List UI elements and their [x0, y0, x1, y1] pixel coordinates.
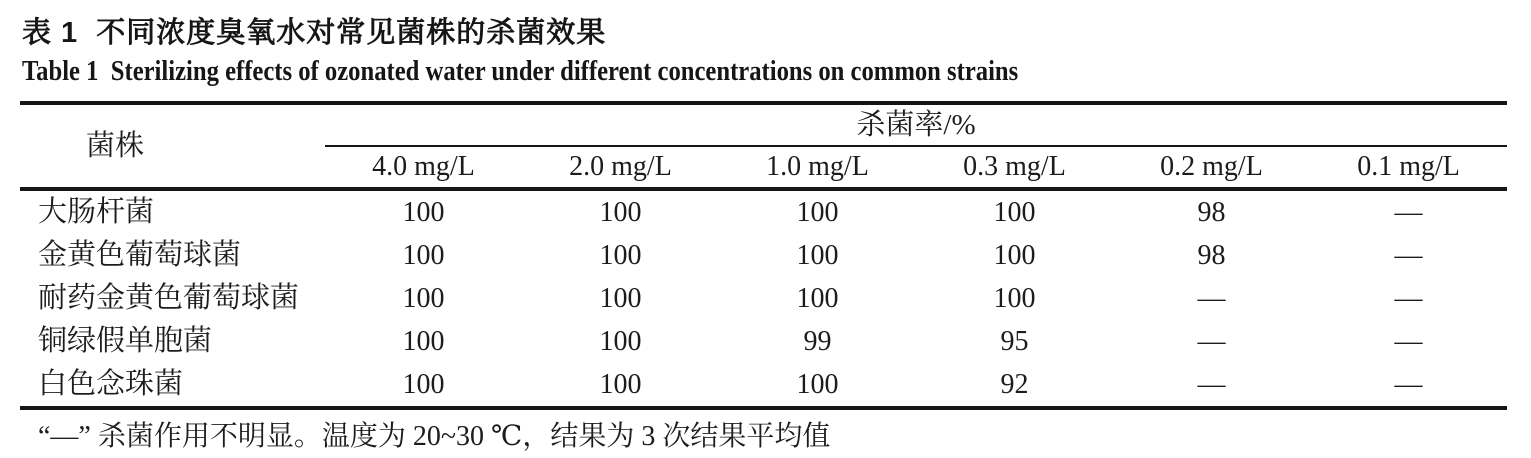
sterilizing-effects-table — [20, 101, 1507, 410]
kill-rate-value: 100 — [599, 196, 642, 228]
kill-rate-value: — — [1197, 282, 1226, 314]
kill-rate-value: 100 — [599, 239, 642, 271]
kill-rate-value: 100 — [402, 282, 445, 314]
kill-rate-value: — — [1394, 282, 1423, 314]
column-header-concentration-4.0: 4.0 mg/L — [325, 146, 522, 189]
column-header-concentration-2.0: 2.0 mg/L — [522, 146, 719, 189]
table-title-zh: 表 1 不同浓度臭氧水对常见菌株的杀菌效果 — [22, 17, 607, 49]
kill-rate-value: 100 — [993, 282, 1036, 314]
kill-rate-value: — — [1197, 368, 1226, 400]
table-title-en: Table 1 Sterilizing effects of ozonated water under different concentrations on common strains — [22, 56, 1019, 87]
column-header-concentration-0.3: 0.3 mg/L — [916, 146, 1113, 189]
strain-name: 铜绿假单胞菌 — [38, 325, 213, 357]
kill-rate-value: 100 — [402, 196, 445, 228]
kill-rate-value: 100 — [796, 239, 839, 271]
column-header-concentration-1.0: 1.0 mg/L — [719, 146, 916, 189]
kill-rate-value: — — [1197, 325, 1226, 357]
table-footnote: “—” 杀菌作用不明显。温度为 20~30 ℃，结果为 3 次结果平均值 — [38, 421, 831, 452]
table-row — [20, 363, 1507, 408]
kill-rate-value: 92 — [1000, 368, 1029, 400]
strain-name: 白色念珠菌 — [38, 368, 184, 400]
kill-rate-value: 100 — [402, 368, 445, 400]
kill-rate-value: — — [1394, 239, 1423, 271]
kill-rate-value: — — [1394, 368, 1423, 400]
column-header-concentration-0.1: 0.1 mg/L — [1310, 146, 1507, 189]
kill-rate-value: 100 — [402, 325, 445, 357]
kill-rate-value: 100 — [599, 325, 642, 357]
table-row — [20, 189, 1507, 234]
column-group-header-kill-rate: 杀菌率/% — [325, 103, 1507, 146]
strain-name: 耐药金黄色葡萄球菌 — [38, 282, 300, 314]
column-header-strain: 菌株 — [20, 103, 325, 189]
kill-rate-value: 100 — [796, 368, 839, 400]
kill-rate-value: 98 — [1197, 239, 1226, 271]
column-header-concentration-0.2: 0.2 mg/L — [1113, 146, 1310, 189]
strain-name: 金黄色葡萄球菌 — [38, 239, 242, 271]
table-row — [20, 234, 1507, 277]
table-row — [20, 277, 1507, 320]
kill-rate-value: — — [1394, 325, 1423, 357]
strain-name: 大肠杆菌 — [38, 196, 155, 228]
kill-rate-value: 95 — [1000, 325, 1029, 357]
kill-rate-value: 100 — [796, 196, 839, 228]
kill-rate-value: 100 — [993, 239, 1036, 271]
kill-rate-value: 100 — [599, 282, 642, 314]
kill-rate-value: 100 — [402, 239, 445, 271]
kill-rate-value: 100 — [599, 368, 642, 400]
kill-rate-value: 99 — [803, 325, 832, 357]
kill-rate-value: 98 — [1197, 196, 1226, 228]
kill-rate-value: — — [1394, 196, 1423, 228]
kill-rate-value: 100 — [993, 196, 1036, 228]
kill-rate-value: 100 — [796, 282, 839, 314]
table-row — [20, 320, 1507, 363]
